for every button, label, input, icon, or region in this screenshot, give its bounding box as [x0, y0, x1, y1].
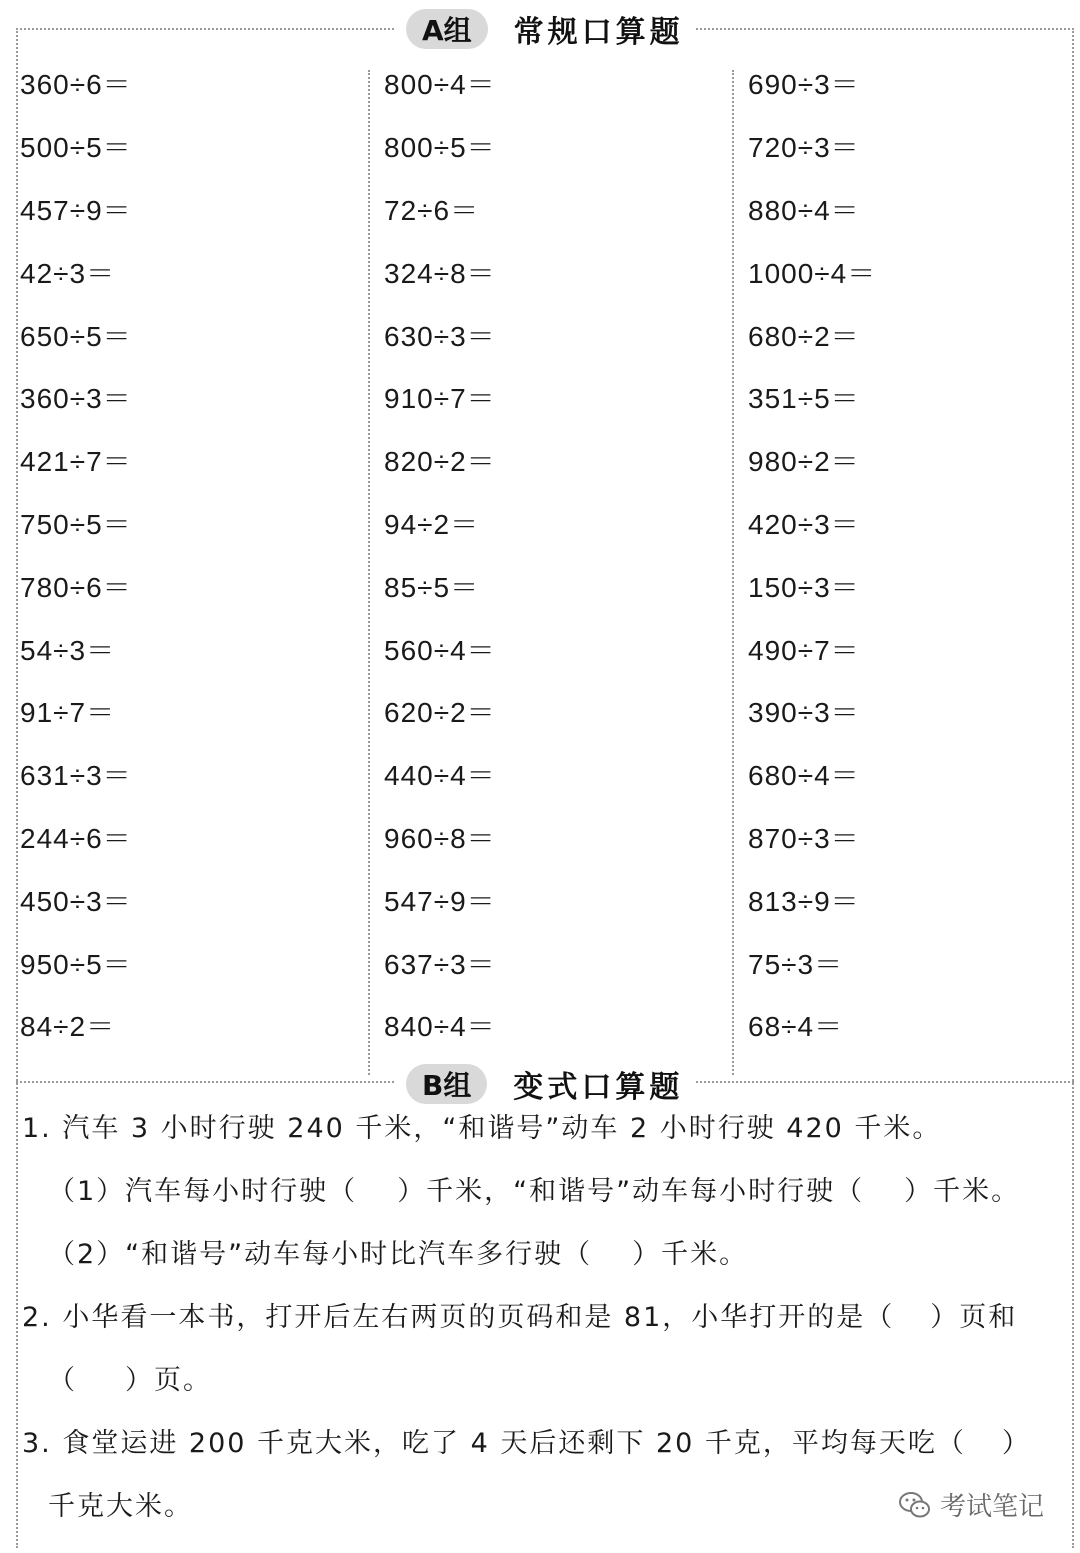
problem-item: 85÷5＝ — [384, 571, 480, 603]
column-separator — [368, 70, 370, 1075]
problem-item: 360÷3＝ — [20, 383, 132, 415]
question-text: ） — [1001, 1428, 1031, 1459]
problem-item: 500÷5＝ — [20, 132, 132, 164]
problem-item: 880÷4＝ — [748, 194, 860, 226]
problem-item: 244÷6＝ — [20, 822, 132, 854]
question-text: ）千米。 — [632, 1239, 749, 1270]
problem-item: 560÷4＝ — [384, 634, 496, 666]
problem-item: 680÷4＝ — [748, 760, 860, 792]
problem-item: 820÷2＝ — [384, 446, 496, 478]
problem-item: 680÷2＝ — [748, 320, 860, 352]
problem-item: 750÷5＝ — [20, 508, 132, 540]
problem-item: 490÷7＝ — [748, 634, 860, 666]
question-1-part-1 — [48, 1169, 1072, 1208]
problem-item: 42÷3＝ — [20, 257, 116, 289]
question-3-line-1 — [22, 1421, 1072, 1460]
section-b-title: 变式口算题 — [513, 1070, 684, 1105]
problem-item: 75÷3＝ — [748, 948, 844, 980]
section-a-title: 常规口算题 — [513, 15, 684, 50]
question-3-line-2: 千克大米。 — [48, 1491, 193, 1522]
problem-item: 351÷5＝ — [748, 383, 860, 415]
section-a-tag: A组 — [406, 9, 488, 49]
question-1-stem: 1. 汽车 3 小时行驶 240 千米，“和谐号”动车 2 小时行驶 420 千米。 — [22, 1113, 942, 1144]
problem-item: 813÷9＝ — [748, 885, 860, 917]
wechat-icon — [898, 1490, 932, 1520]
question-text: （ — [48, 1365, 77, 1396]
problem-item: 150÷3＝ — [748, 571, 860, 603]
question-text: 3. 食堂运进 200 千克大米，吃了 4 天后还剩下 20 千克，平均每天吃（ — [22, 1428, 966, 1459]
question-1-part-2 — [48, 1232, 1072, 1271]
problem-item: 72÷6＝ — [384, 194, 480, 226]
problem-item: 450÷3＝ — [20, 885, 132, 917]
section-b-header — [394, 1062, 695, 1106]
question-text: （1）汽车每小时行驶（ — [48, 1176, 358, 1207]
problem-item: 910÷7＝ — [384, 383, 496, 415]
watermark — [898, 1486, 1044, 1523]
problem-item: 94÷2＝ — [384, 508, 480, 540]
problem-item: 637÷3＝ — [384, 948, 496, 980]
problem-item: 800÷5＝ — [384, 132, 496, 164]
problem-item: 980÷2＝ — [748, 446, 860, 478]
question-2-line-1 — [22, 1295, 1072, 1334]
problem-item: 870÷3＝ — [748, 822, 860, 854]
question-text: ）千米，“和谐号”动车每小时行驶（ — [397, 1176, 865, 1207]
problem-item: 800÷4＝ — [384, 69, 496, 101]
question-text: ）页。 — [125, 1365, 212, 1396]
problem-column-3 — [748, 52, 1068, 1057]
problem-item: 620÷2＝ — [384, 697, 496, 729]
problem-item: 780÷6＝ — [20, 571, 132, 603]
problem-item: 630÷3＝ — [384, 320, 496, 352]
question-2-line-2 — [48, 1358, 1072, 1397]
column-separator — [732, 70, 734, 1075]
problem-column-1 — [20, 52, 360, 1057]
problem-item: 457÷9＝ — [20, 194, 132, 226]
problem-item: 690÷3＝ — [748, 69, 860, 101]
section-a-header — [394, 7, 696, 51]
problem-item: 547÷9＝ — [384, 885, 496, 917]
problem-column-2 — [384, 52, 724, 1057]
problem-item: 54÷3＝ — [20, 634, 116, 666]
problem-item: 360÷6＝ — [20, 69, 132, 101]
problem-item: 631÷3＝ — [20, 760, 132, 792]
problem-item: 91÷7＝ — [20, 697, 116, 729]
problem-item: 68÷4＝ — [748, 1011, 844, 1043]
problem-item: 390÷3＝ — [748, 697, 860, 729]
problem-item: 950÷5＝ — [20, 948, 132, 980]
problem-item: 324÷8＝ — [384, 257, 496, 289]
problem-item: 720÷3＝ — [748, 132, 860, 164]
problem-item: 420÷3＝ — [748, 508, 860, 540]
question-text: （2）“和谐号”动车每小时比汽车多行驶（ — [48, 1239, 593, 1270]
question-text: ）页和 — [930, 1302, 1018, 1333]
problem-item: 840÷4＝ — [384, 1011, 496, 1043]
problem-item: 960÷8＝ — [384, 822, 496, 854]
problem-item: 1000÷4＝ — [748, 257, 877, 289]
problem-item: 650÷5＝ — [20, 320, 132, 352]
watermark-text: 考试笔记 — [939, 1492, 1044, 1522]
section-b-tag: B组 — [406, 1064, 487, 1104]
question-text: 2. 小华看一本书，打开后左右两页的页码和是 81，小华打开的是（ — [22, 1302, 895, 1333]
question-text: ）千米。 — [904, 1176, 1021, 1207]
problem-item: 421÷7＝ — [20, 446, 132, 478]
problem-item: 440÷4＝ — [384, 760, 496, 792]
problem-item: 84÷2＝ — [20, 1011, 116, 1043]
